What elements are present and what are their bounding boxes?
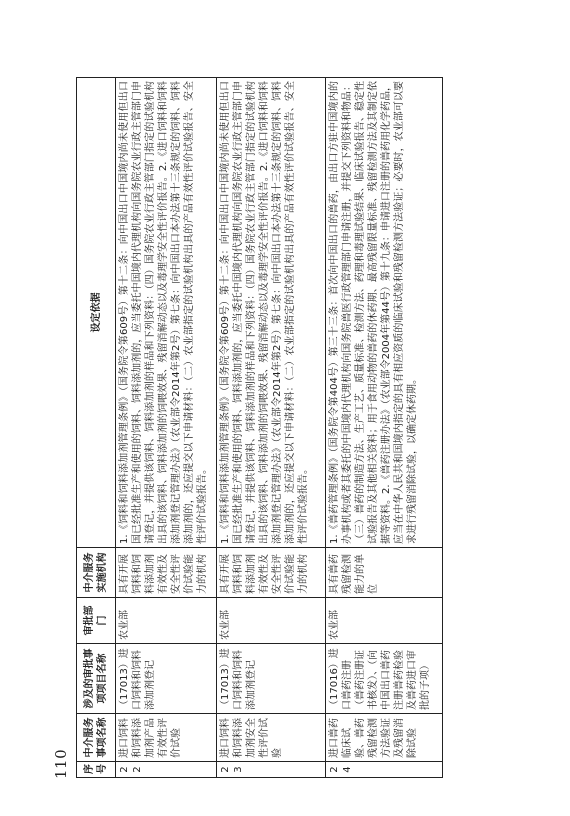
row-legal-basis: 1.《饲料和饲料添加剂管理条例》（国务院令第609号）第十二条：向中国出口中国境内尚未使用但出口国已经批准生产和使用的饲料、饲料添加剂的，应当委托中国境内代理机构向国务院农业行政主管部门申请登记，并提供该饲料、饲料添加剂的样品和下列资料：（四）国务院农业行政主管部门指定的试验机构出具的该饲料、饲料添加剂的饲喂效果、残留消解动态以及毒理学安全性评价报告。2.《进口饲料和饲料添加剂登记管理办法》（农业部令2014年第2号）第七条：向中国出口本办法第十三条规定的饲料、饲料添加剂的，还应提交以下申请材料：（二）农业部指定的试验机构出具的产品有效性评价试验报告、安全性评价试验报告。 bbox=[116, 78, 217, 548]
row-approval-dept: 农业部 bbox=[326, 598, 443, 644]
row-service-org: 具有开展饲料和饲料添加剂有效性及安全性评价试验能力的机构 bbox=[116, 548, 217, 598]
header-service-org: 中介服务实施机构 bbox=[77, 548, 116, 598]
header-seq: 序号 bbox=[77, 762, 116, 778]
row-legal-basis: 1.《兽药管理条例》（国务院令第404号）第三十三条：首次向中国出口的兽药，由出口方驻中国境内的办事机构或者其委托的中国境内代理机构向国务院兽医行政管理部门申请注册，并提交下列资料和物品：（三）兽药的制造方法、生产工艺、质量标准、检测方法、药理和毒理试验结果、临床试验报告、稳定性试验报告及其他相关资料；用于食用动物的兽药的休药期、最高残留限量标准、残留检测方法及其制定依据等资料。2.《兽药注册办法》（农业部令2004年第44号）第十九条：申请进口注册的兽药用化学药品，应当在中华人民共和国境内指定的具有相应资质的临床试验和残留检测方法验证；必要时，农业部可以要求进行残留消除试验，以确定休药期。 bbox=[326, 78, 443, 548]
row-approval-dept: 农业部 bbox=[116, 598, 217, 644]
row-service-org: 具有开展饲料和饲料添加剂有效性及安全性评价试验能力的机构 bbox=[217, 548, 326, 598]
row-service-name: 进口兽药临床试验、兽药残留检测方法验证及残留消除试验 bbox=[326, 714, 443, 762]
row-service-name: 进口饲料和饲料添加剂产品有效性评价试验 bbox=[116, 714, 217, 762]
table-row bbox=[326, 78, 443, 778]
page-number: 110 bbox=[52, 748, 70, 779]
row-legal-basis: 1.《饲料和饲料添加剂管理条例》（国务院令第609号）第十二条：向中国出口中国境内尚未使用但出口国已经批准生产和使用的饲料、饲料添加剂的，应当委托中国境内代理机构向国务院农业行政主管部门申请登记，并提供该饲料、饲料添加剂的样品和下列资料：（四）国务院农业行政主管部门指定的试验机构出具的该饲料、饲料添加剂的饲喂效果、残留消解动态以及毒理学安全性评价报告。2.《进口饲料和饲料添加剂登记管理办法》（农业部令2014年第2号）第七条：向中国出口本办法第十三条规定的饲料、饲料添加剂的，还应提交以下申请材料：（二）农业部指定的试验机构出具的产品有效性评价试验报告、安全性评价试验报告。 bbox=[217, 78, 326, 548]
header-legal-basis: 设定依据 bbox=[77, 78, 116, 548]
row-approval-project: （17013）进口饲料和饲料添加剂登记 bbox=[116, 644, 217, 714]
table-container bbox=[76, 78, 486, 778]
row-seq: 24 bbox=[326, 762, 443, 778]
header-approval-dept: 审批部门 bbox=[77, 598, 116, 644]
table-header-row bbox=[77, 78, 116, 778]
intermediary-services-table bbox=[76, 77, 443, 778]
table-row bbox=[217, 78, 326, 778]
table-row bbox=[116, 78, 217, 778]
header-approval-project: 涉及的审批事项项目名称 bbox=[77, 644, 116, 714]
header-service-name: 中介服务事项名称 bbox=[77, 714, 116, 762]
row-approval-project: （17016）进口兽药注册（兽药注册证书核发）、（向中国出口兽药注册兽药检验及兽药进口审批的子项） bbox=[326, 644, 443, 714]
row-seq: 22 bbox=[116, 762, 217, 778]
row-service-name: 进口饲料和饲料添加剂安全性评价试验 bbox=[217, 714, 326, 762]
row-seq: 23 bbox=[217, 762, 326, 778]
row-approval-dept: 农业部 bbox=[217, 598, 326, 644]
row-approval-project: （17013）进口饲料和饲料添加剂登记 bbox=[217, 644, 326, 714]
row-service-org: 具有兽药残留检测能力的单位 bbox=[326, 548, 443, 598]
